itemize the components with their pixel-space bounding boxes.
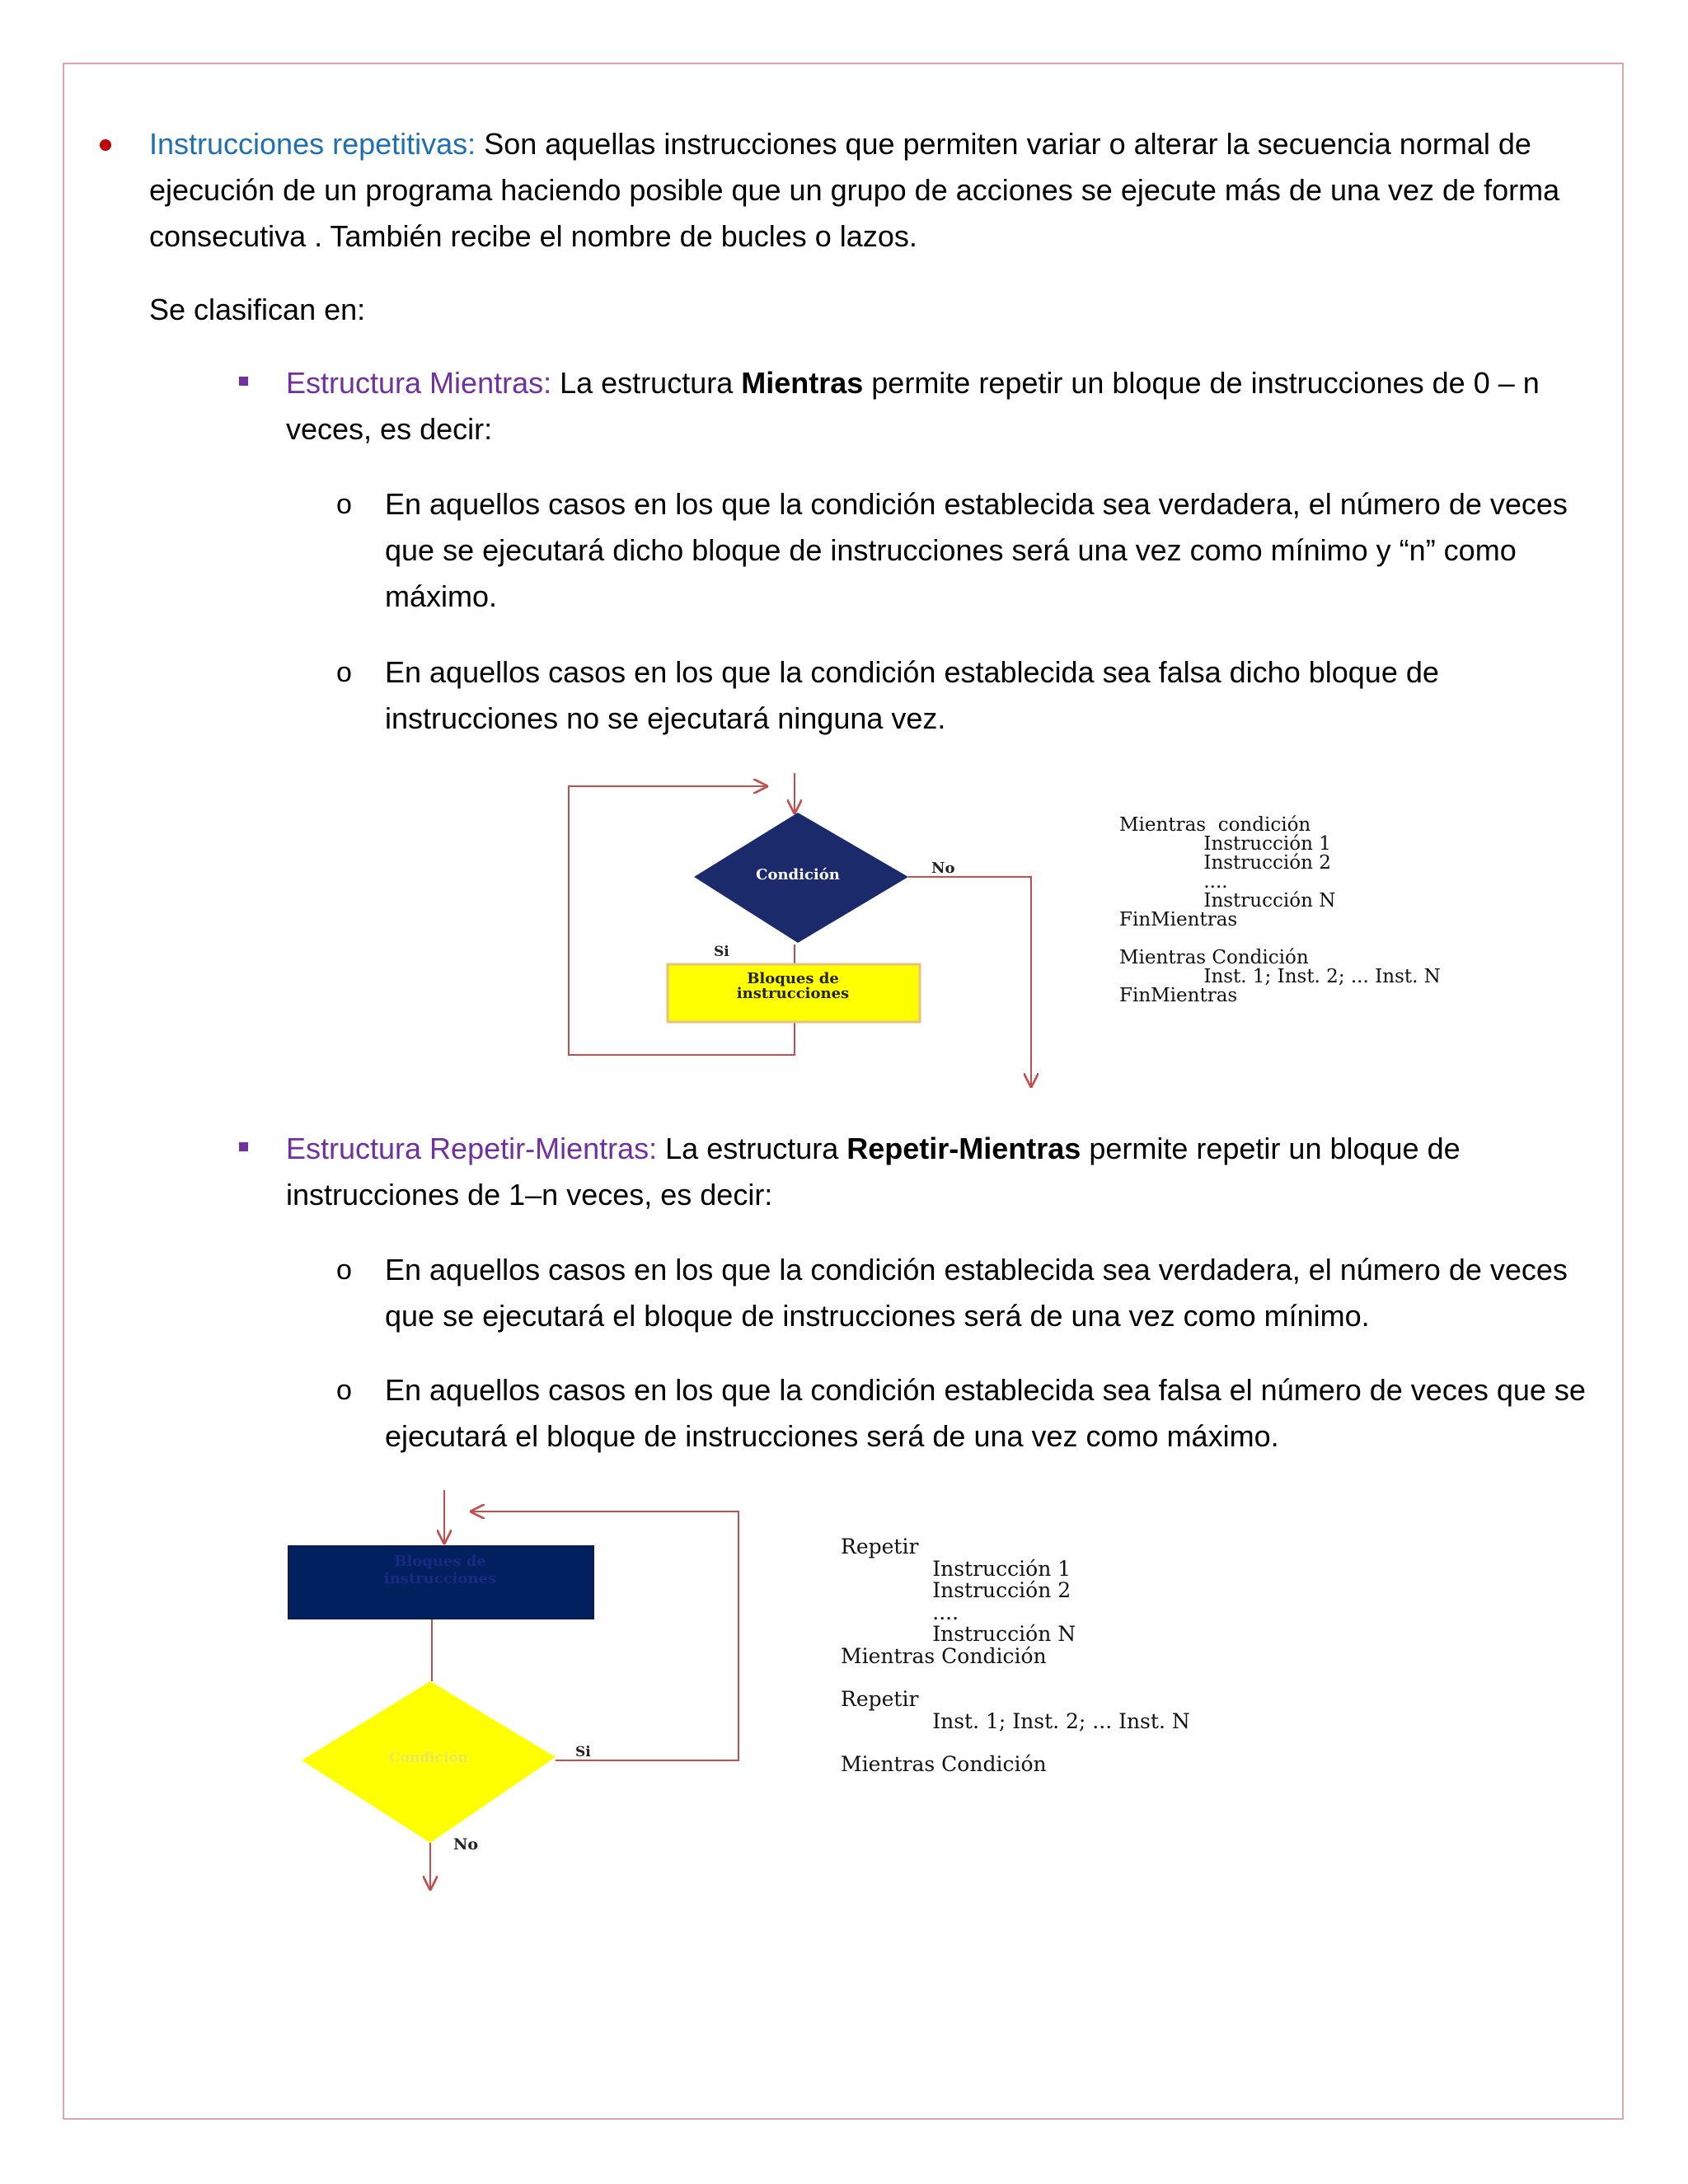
repetir-point-2-line-2: ejecutará el bloque de instrucciones será de una vez como máximo.	[385, 1419, 1279, 1453]
repetir-point-1-line-1: En aquellos casos en los que la condición establecida sea verdadera, el número de veces	[385, 1253, 1568, 1286]
repetir-line-2: instrucciones de 1–n veces, es decir:	[286, 1178, 773, 1212]
mientras-pseudocode: Mientras condición Instrucción 1 Instrucción 2 .... Instrucción N FinMientras Mientras Condición Inst. 1; Inst. 2; ... Inst. N FinMientras	[1119, 814, 1441, 1006]
mientras-line-1: Estructura Mientras: La estructura Mientras permite repetir un bloque de instrucciones de 0 – n	[286, 366, 1540, 400]
circle-bullet-icon: o	[336, 1375, 352, 1406]
intro-line-1: Instrucciones repetitivas: Son aquellas instrucciones que permiten variar o alterar la secuencia normal de	[149, 127, 1531, 161]
repetir-line-1: Estructura Repetir-Mientras: La estructura Repetir-Mientras permite repetir un bloque de	[286, 1132, 1461, 1165]
si-label: Si	[714, 944, 729, 960]
intro-line-2: ejecución de un programa haciendo posible que un grupo de acciones se ejecute más de una vez de forma	[149, 173, 1560, 207]
no-label: No	[453, 1835, 479, 1854]
repetir-bold: Repetir-Mientras	[846, 1132, 1081, 1165]
circle-bullet-icon: o	[336, 489, 352, 520]
circle-bullet-icon: o	[336, 1254, 352, 1286]
repetir-term: Estructura Repetir-Mientras:	[286, 1132, 658, 1165]
mientras-point-2-line-2: instrucciones no se ejecutará ninguna vez.	[385, 701, 946, 735]
repetir-pseudocode: Repetir Instrucción 1 Instrucción 2 .... Instrucción N Mientras Condición Repetir Inst. 1; Inst. 2; ... Inst. N Mientras Condición	[841, 1535, 1190, 1776]
no-label: No	[931, 860, 955, 877]
mientras-line-2: veces, es decir:	[286, 412, 493, 446]
circle-bullet-icon: o	[336, 657, 352, 688]
block-label-1: Bloques de	[394, 1553, 486, 1570]
intro-line-3: consecutiva . También recibe el nombre de bucles o lazos.	[149, 219, 917, 253]
mientras-point-1-line-1: En aquellos casos en los que la condición establecida sea verdadera, el número de veces	[385, 487, 1568, 521]
condition-label: Condición	[388, 1750, 469, 1766]
repetir-point-1-line-2: que se ejecutará el bloque de instrucciones será de una vez como mínimo.	[385, 1299, 1370, 1333]
mientras-term: Estructura Mientras:	[286, 366, 552, 400]
mientras-point-1-line-2: que se ejecutará dicho bloque de instrucciones será una vez como mínimo y “n” como	[385, 533, 1517, 567]
classify-label: Se clasifican en:	[149, 293, 366, 326]
mientras-bold: Mientras	[741, 366, 864, 400]
block-label-2: instrucciones	[736, 985, 850, 1002]
si-label: Si	[575, 1744, 591, 1760]
mientras-point-2-line-1: En aquellos casos en los que la condición establecida sea falsa dicho bloque de	[385, 655, 1439, 689]
mientras-point-1-line-3: máximo.	[385, 579, 498, 613]
intro-term: Instrucciones repetitivas:	[149, 127, 476, 161]
block-label-2: instrucciones	[383, 1570, 497, 1587]
condition-label: Condición	[756, 866, 840, 883]
block-label-1: Bloques de	[747, 970, 839, 987]
repetir-point-2-line-1: En aquellos casos en los que la condición establecida sea falsa el número de veces que se	[385, 1373, 1586, 1407]
